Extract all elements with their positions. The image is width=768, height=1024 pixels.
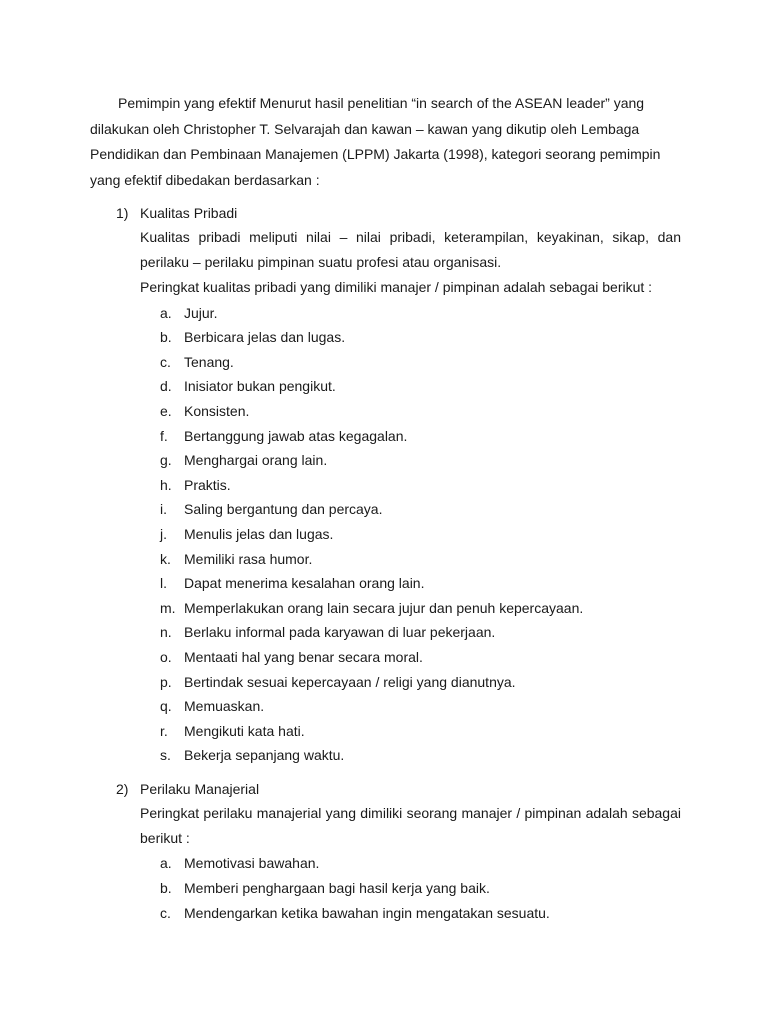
list-item-text: Dapat menerima kesalahan orang lain. bbox=[184, 575, 425, 592]
list-item bbox=[116, 497, 681, 522]
list-marker: r. bbox=[160, 722, 168, 739]
list-item bbox=[116, 424, 681, 449]
list-item-text: Bekerja sepanjang waktu. bbox=[184, 747, 345, 764]
section-paragraph: Peringkat perilaku manajerial yang dimiliki seorang manajer / pimpinan adalah sebagai berikut : bbox=[140, 805, 681, 847]
list-marker: h. bbox=[160, 476, 172, 493]
list-marker: e. bbox=[160, 402, 172, 419]
list-item bbox=[116, 620, 681, 645]
list-item-text: Berlaku informal pada karyawan di luar pekerjaan. bbox=[184, 624, 496, 641]
list-marker: g. bbox=[160, 452, 172, 469]
list-marker: a. bbox=[160, 855, 172, 872]
section-heading bbox=[116, 201, 681, 225]
list-item-text: Memiliki rasa humor. bbox=[184, 550, 313, 567]
list-item bbox=[116, 645, 681, 670]
list-item-text: Menghargai orang lain. bbox=[184, 452, 328, 469]
list-marker: c. bbox=[160, 353, 171, 370]
intro-text: Pemimpin yang efektif Menurut hasil penelitian “in search of the ASEAN leader” yang dilakukan oleh Christopher T. Selvarajah dan kawan – kawan yang dikutip oleh Lembaga Pendidikan dan Pembinaan Manajemen (LPPM) Jakarta (1998), kategori seorang pemimpin yang efektif dibedakan berdasarkan : bbox=[90, 95, 661, 188]
list-marker: q. bbox=[160, 698, 172, 715]
list-item-text: Mendengarkan ketika bawahan ingin mengatakan sesuatu. bbox=[184, 904, 550, 921]
section-paragraph: Kualitas pribadi meliputi nilai – nilai pribadi, keterampilan, keyakinan, sikap, dan perilaku – perilaku pimpinan suatu profesi atau organisasi. bbox=[140, 229, 681, 271]
list-item bbox=[116, 301, 681, 326]
list-item-text: Memberi penghargaan bagi hasil kerja yang baik. bbox=[184, 880, 490, 896]
list-item-text: Bertindak sesuai kepercayaan / religi yang dianutnya. bbox=[184, 673, 516, 690]
list-item bbox=[116, 694, 681, 719]
list-item-text: Bertanggung jawab atas kegagalan. bbox=[184, 427, 408, 444]
list-item bbox=[116, 448, 681, 473]
list-item-text: Mentaati hal yang benar secara moral. bbox=[184, 648, 423, 665]
list-item bbox=[116, 522, 681, 547]
intro-paragraph bbox=[90, 91, 675, 193]
list-item-text: Menulis jelas dan lugas. bbox=[184, 525, 334, 542]
list-item-text: Berbicara jelas dan lugas. bbox=[184, 329, 346, 346]
section-number: 1) bbox=[116, 205, 129, 221]
list-item bbox=[116, 596, 681, 621]
quality-list bbox=[116, 301, 681, 768]
list-item-text: Memperlakukan orang lain secara jujur dan penuh kepercayaan. bbox=[184, 599, 584, 616]
section-number: 2) bbox=[116, 781, 129, 797]
list-marker: i. bbox=[160, 501, 167, 518]
list-marker: a. bbox=[160, 304, 172, 321]
list-item bbox=[116, 350, 681, 375]
list-marker: d. bbox=[160, 378, 172, 395]
list-item-text: Konsisten. bbox=[184, 402, 250, 419]
list-item-text: Mengikuti kata hati. bbox=[184, 722, 305, 739]
list-item bbox=[116, 473, 681, 498]
list-marker: l. bbox=[160, 575, 167, 592]
list-item-text: Inisiator bukan pengikut. bbox=[184, 378, 336, 395]
section-kualitas-pribadi bbox=[116, 201, 681, 768]
list-item bbox=[116, 743, 681, 768]
list-item bbox=[116, 876, 681, 901]
list-item bbox=[116, 851, 681, 876]
list-marker: j. bbox=[160, 525, 167, 542]
list-item-text: Jujur. bbox=[184, 304, 218, 321]
list-item bbox=[116, 325, 681, 350]
list-item-text: Saling bergantung dan percaya. bbox=[184, 501, 383, 518]
list-item bbox=[116, 670, 681, 695]
list-marker: b. bbox=[160, 880, 172, 896]
list-item bbox=[116, 571, 681, 596]
list-marker: s. bbox=[160, 747, 171, 764]
list-marker: m. bbox=[160, 599, 176, 616]
list-marker: c. bbox=[160, 904, 171, 921]
list-item-text: Memuaskan. bbox=[184, 698, 265, 715]
section-title: Kualitas Pribadi bbox=[140, 205, 238, 221]
list-marker: p. bbox=[160, 673, 172, 690]
section-heading bbox=[116, 777, 681, 801]
section-title: Perilaku Manajerial bbox=[140, 781, 260, 797]
section-perilaku-manajerial bbox=[116, 777, 681, 925]
list-item-text: Praktis. bbox=[184, 476, 231, 493]
list-marker: k. bbox=[160, 550, 171, 567]
section-paragraph: Peringkat kualitas pribadi yang dimiliki manajer / pimpinan adalah sebagai berikut : bbox=[140, 279, 653, 296]
list-item-text: Tenang. bbox=[184, 353, 234, 370]
list-item bbox=[116, 399, 681, 424]
list-item bbox=[116, 719, 681, 744]
list-item-text: Memotivasi bawahan. bbox=[184, 855, 320, 872]
behavior-list bbox=[116, 851, 681, 925]
list-item bbox=[116, 901, 681, 926]
list-marker: n. bbox=[160, 624, 172, 641]
list-marker: b. bbox=[160, 329, 172, 346]
list-item bbox=[116, 547, 681, 572]
list-marker: o. bbox=[160, 648, 172, 665]
list-marker: f. bbox=[160, 427, 168, 444]
list-item bbox=[116, 374, 681, 399]
